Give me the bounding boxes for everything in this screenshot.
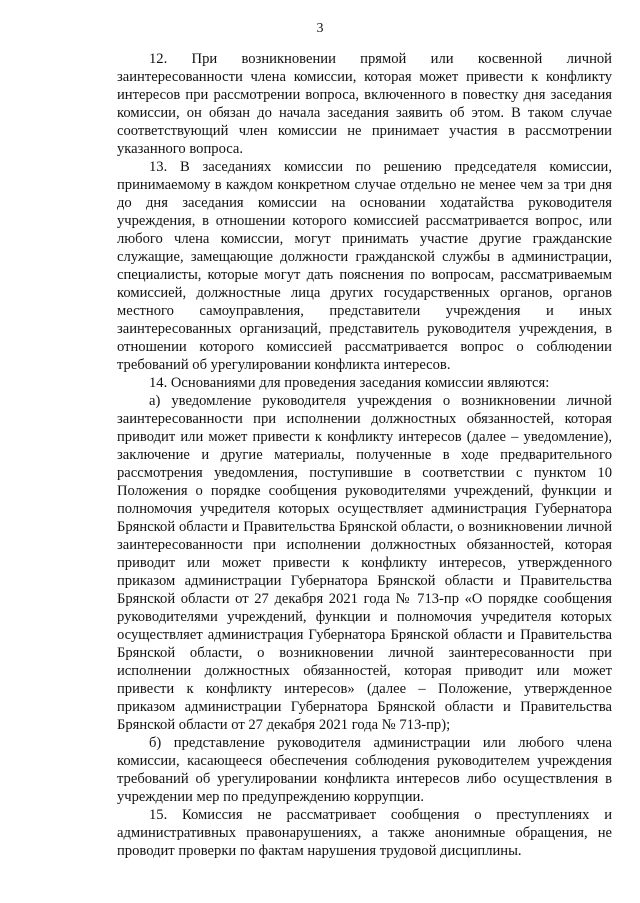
paragraph-14-item-b: б) представление руководителя администрации или любого члена комиссии, касающееся обеспечения соблюдения руководителем учреждения требований об урегулировании конфликта интересов либо осуществления в учреждении мер по предупреждению коррупции. [117, 735, 612, 805]
paragraph-12: 12. При возникновении прямой или косвенной личной заинтересованности члена комиссии, которая может привести к конфликту интересов при рассмотрении вопроса, включенного в повестку дня заседания комиссии, он обязан до начала заседания заявить об этом. В таком случае соответствующий член комиссии не принимает участия в рассмотрении указанного вопроса. [117, 51, 612, 157]
document-body [117, 50, 612, 860]
paragraph-14: 14. Основаниями для проведения заседания комиссии являются: [149, 375, 550, 391]
paragraph-15: 15. Комиссия не рассматривает сообщения о преступлениях и административных правонарушениях, а также анонимные обращения, не проводит проверки по фактам нарушения трудовой дисциплины. [117, 807, 612, 859]
paragraph-13: 13. В заседаниях комиссии по решению председателя комиссии, принимаемому в каждом конкретном случае отдельно не менее чем за три дня до дня заседания комиссии на основании ходатайства руководителя учреждения, в отношении которого комиссией рассматривается вопрос, или любого члена комиссии, могут принимать участие другие гражданские служащие, замещающие должности гражданской службы в администрации, специалисты, которые могут дать пояснения по вопросам, рассматриваемым комиссией, должностные лица других государственных органов, органов местного самоуправления, представители учреждения и иных заинтересованных организаций, представитель руководителя учреждения, в отношении которого комиссией рассматривается вопрос о соблюдении требований об урегулировании конфликта интересов. [117, 159, 612, 373]
page-number: 3 [316, 21, 324, 36]
paragraph-14-item-a: а) уведомление руководителя учреждения о возникновении личной заинтересованности при исполнении должностных обязанностей, которая приводит или может привести к конфликту интересов (далее – уведомление), заключение и другие материалы, полученные в ходе предварительного рассмотрения уведомления, поступившие в соответствии с пунктом 10 Положения о порядке сообщения руководителями учреждений, функции и полномочия учредителя которых осуществляет администрация Губернатора Брянской области и Правительства Брянской области, о возникновении личной заинтересованности при исполнении должностных обязанностей, которая приводит или может привести к конфликту интересов, утвержденного приказом администрации Губернатора Брянской области и Правительства Брянской области от 27 декабря 2021 года № 713-пр «О порядке сообщения руководителями учреждений, функции и полномочия учредителя которых осуществляет администрация Губернатора Брянской области и Правительства Брянской области, о возникновении личной заинтересованности при исполнении должностных обязанностей, которая приводит или может привести к конфликту интересов» (далее – Положение, утвержденное приказом администрации Губернатора Брянской области и Правительства Брянской области от 27 декабря 2021 года № 713-пр); [117, 393, 612, 733]
